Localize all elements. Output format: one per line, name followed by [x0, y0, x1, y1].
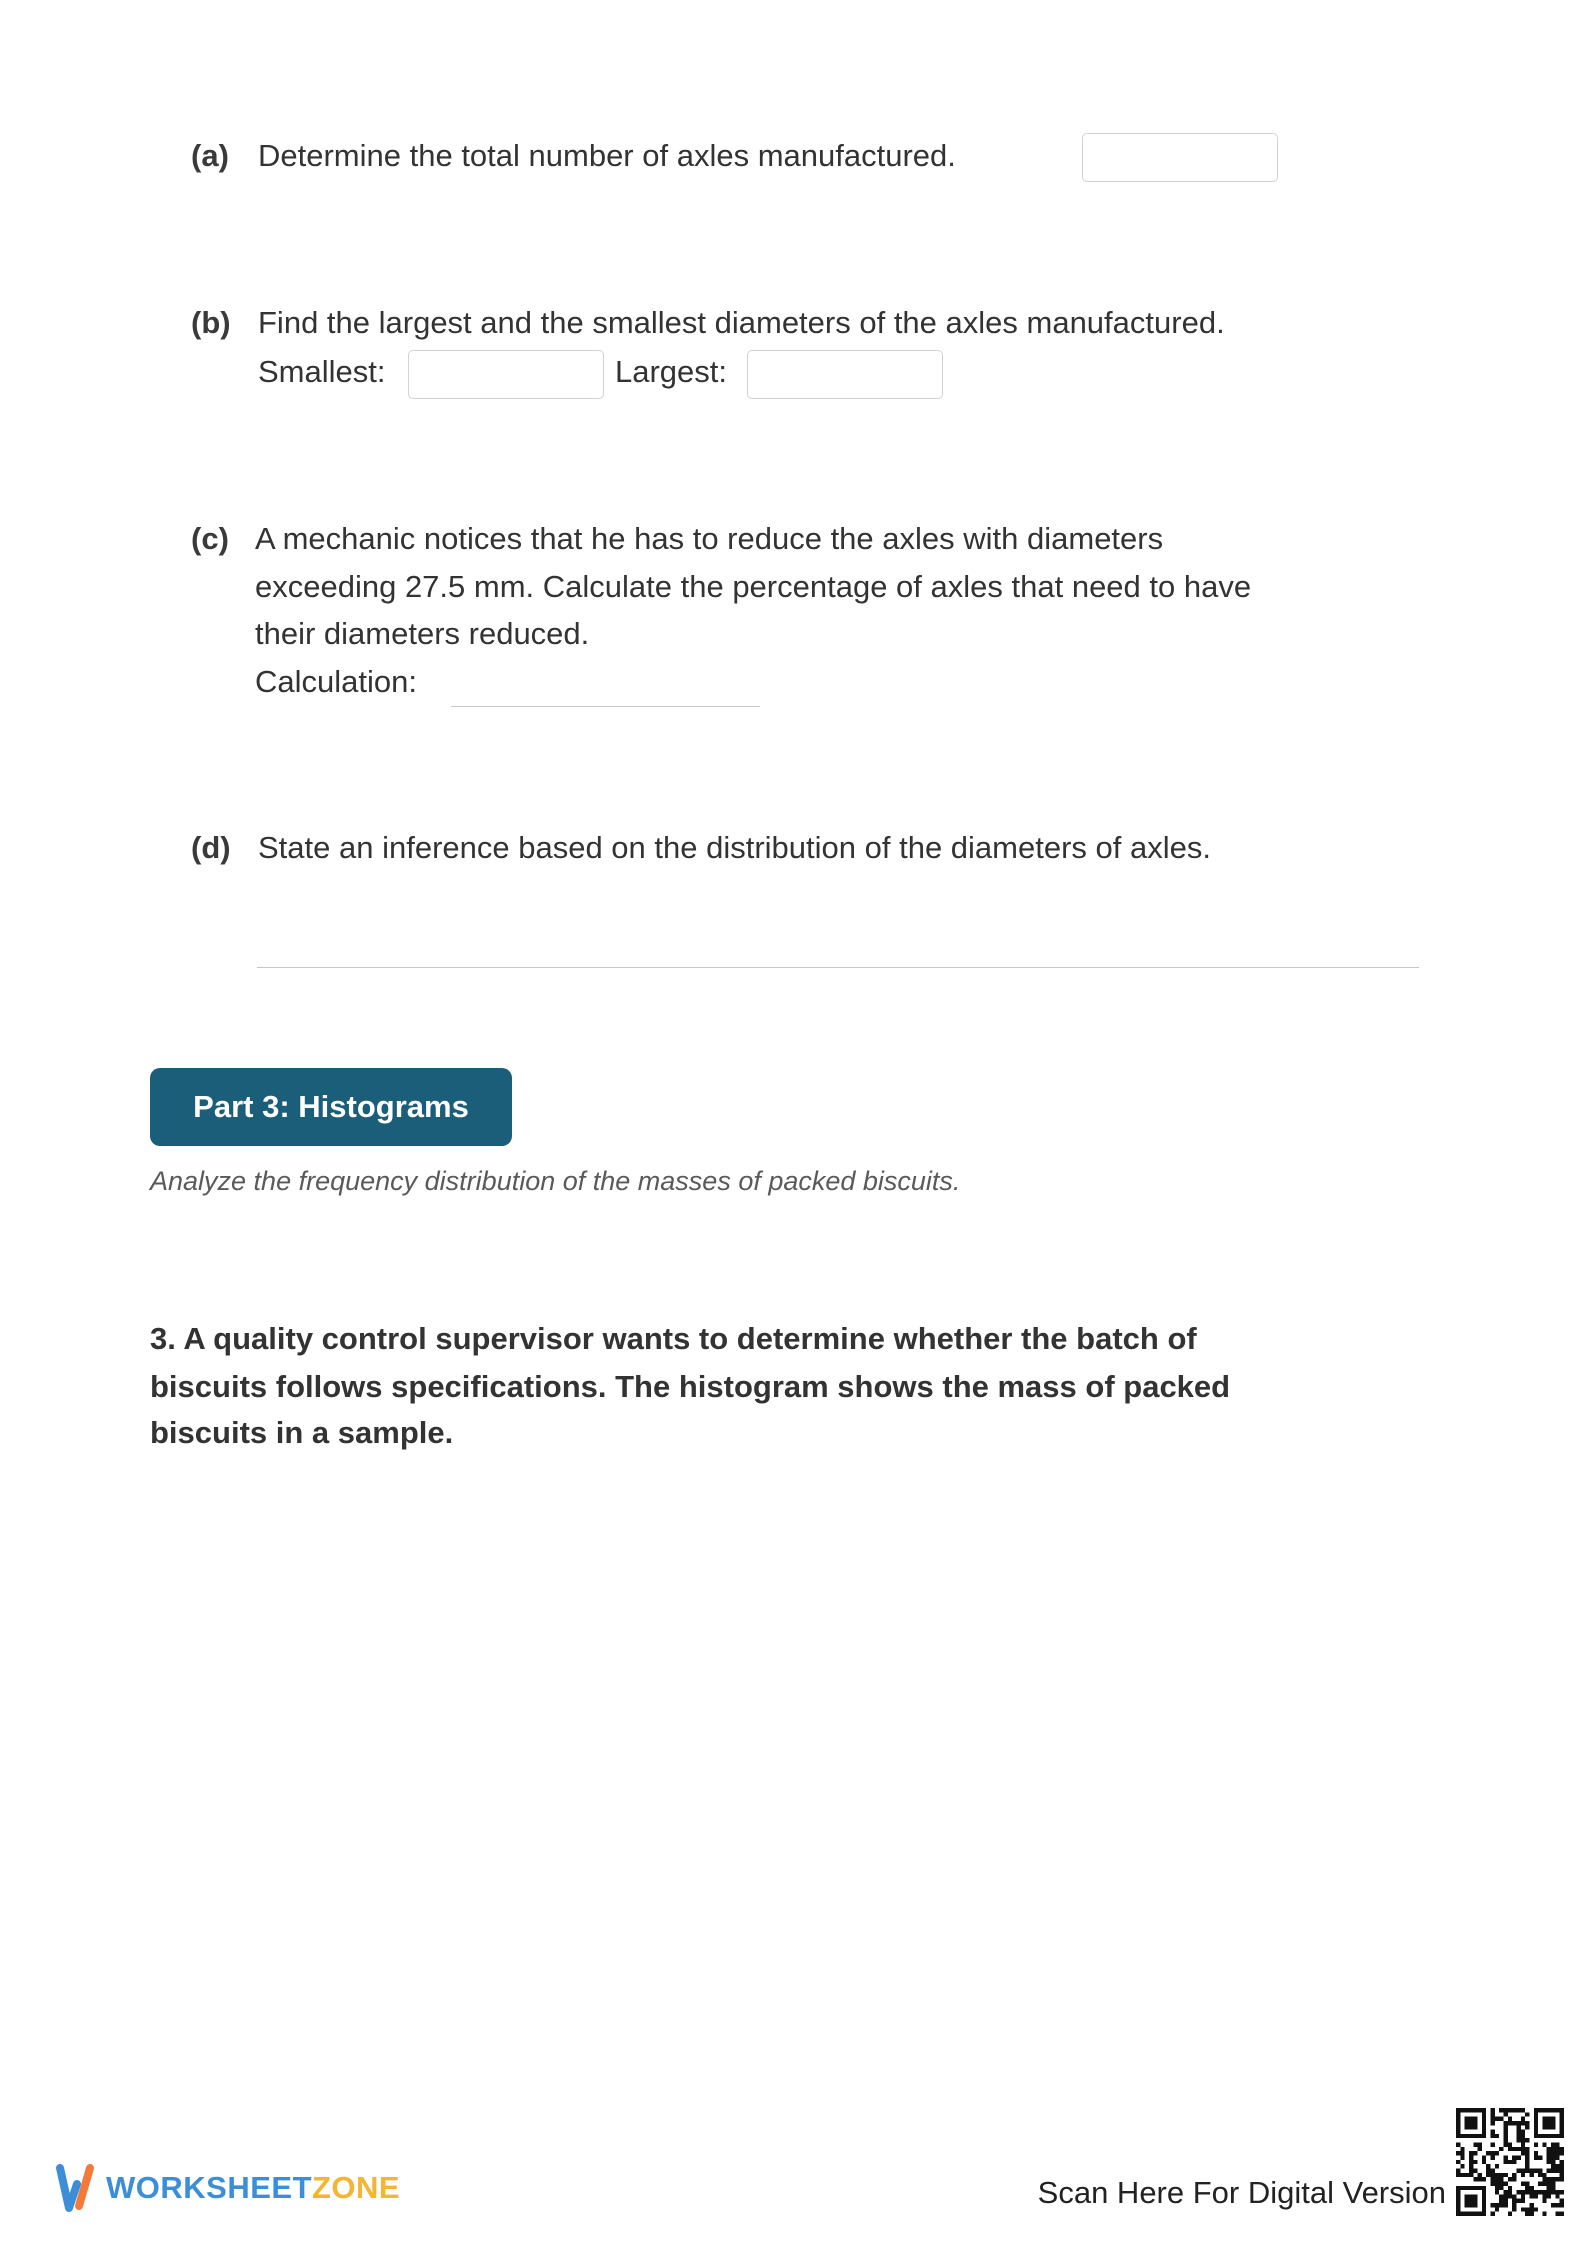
worksheetzone-logo-icon: [55, 2160, 95, 2216]
calculation-answer-line[interactable]: [451, 662, 760, 707]
scan-caption: Scan Here For Digital Version: [1037, 2175, 1446, 2210]
brand-name: [106, 2168, 400, 2208]
part-d-question: State an inference based on the distribution of the diameters of axles.: [258, 830, 1211, 865]
part-c-question-line-2: exceeding 27.5 mm. Calculate the percentage of axles that need to have: [255, 569, 1252, 604]
section-subtitle: Analyze the frequency distribution of the masses of packed biscuits.: [150, 1166, 961, 1196]
part-d-label: (d): [191, 830, 231, 865]
brand-name-part-1: WORKSHEET: [106, 2170, 312, 2205]
section-title: Part 3: Histograms: [193, 1089, 469, 1124]
brand-name-part-2: ZONE: [312, 2170, 401, 2205]
qr-code-icon[interactable]: [1456, 2108, 1564, 2216]
part-a-question: Determine the total number of axles manufactured.: [258, 138, 956, 173]
largest-label: Largest:: [615, 354, 728, 389]
inference-answer-line[interactable]: [257, 920, 1419, 968]
part-a-answer-box[interactable]: [1082, 133, 1278, 182]
part-b-label: (b): [191, 305, 231, 340]
largest-answer-box[interactable]: [747, 350, 943, 399]
calculation-label: Calculation:: [255, 664, 417, 699]
question-3-line-1: 3. A quality control supervisor wants to determine whether the batch of: [150, 1321, 1197, 1356]
part-c-label: (c): [191, 521, 229, 556]
smallest-answer-box[interactable]: [408, 350, 604, 399]
part-b-question: Find the largest and the smallest diameters of the axles manufactured.: [258, 305, 1225, 340]
question-3-line-2: biscuits follows specifications. The histogram shows the mass of packed: [150, 1369, 1231, 1404]
part-a-label: (a): [191, 138, 229, 173]
part-c-question-line-3: their diameters reduced.: [255, 616, 590, 651]
smallest-label: Smallest:: [258, 354, 386, 389]
part-c-question-line-1: A mechanic notices that he has to reduce the axles with diameters: [255, 521, 1164, 556]
question-3-line-3: biscuits in a sample.: [150, 1415, 454, 1450]
section-header-badge: [150, 1068, 512, 1146]
